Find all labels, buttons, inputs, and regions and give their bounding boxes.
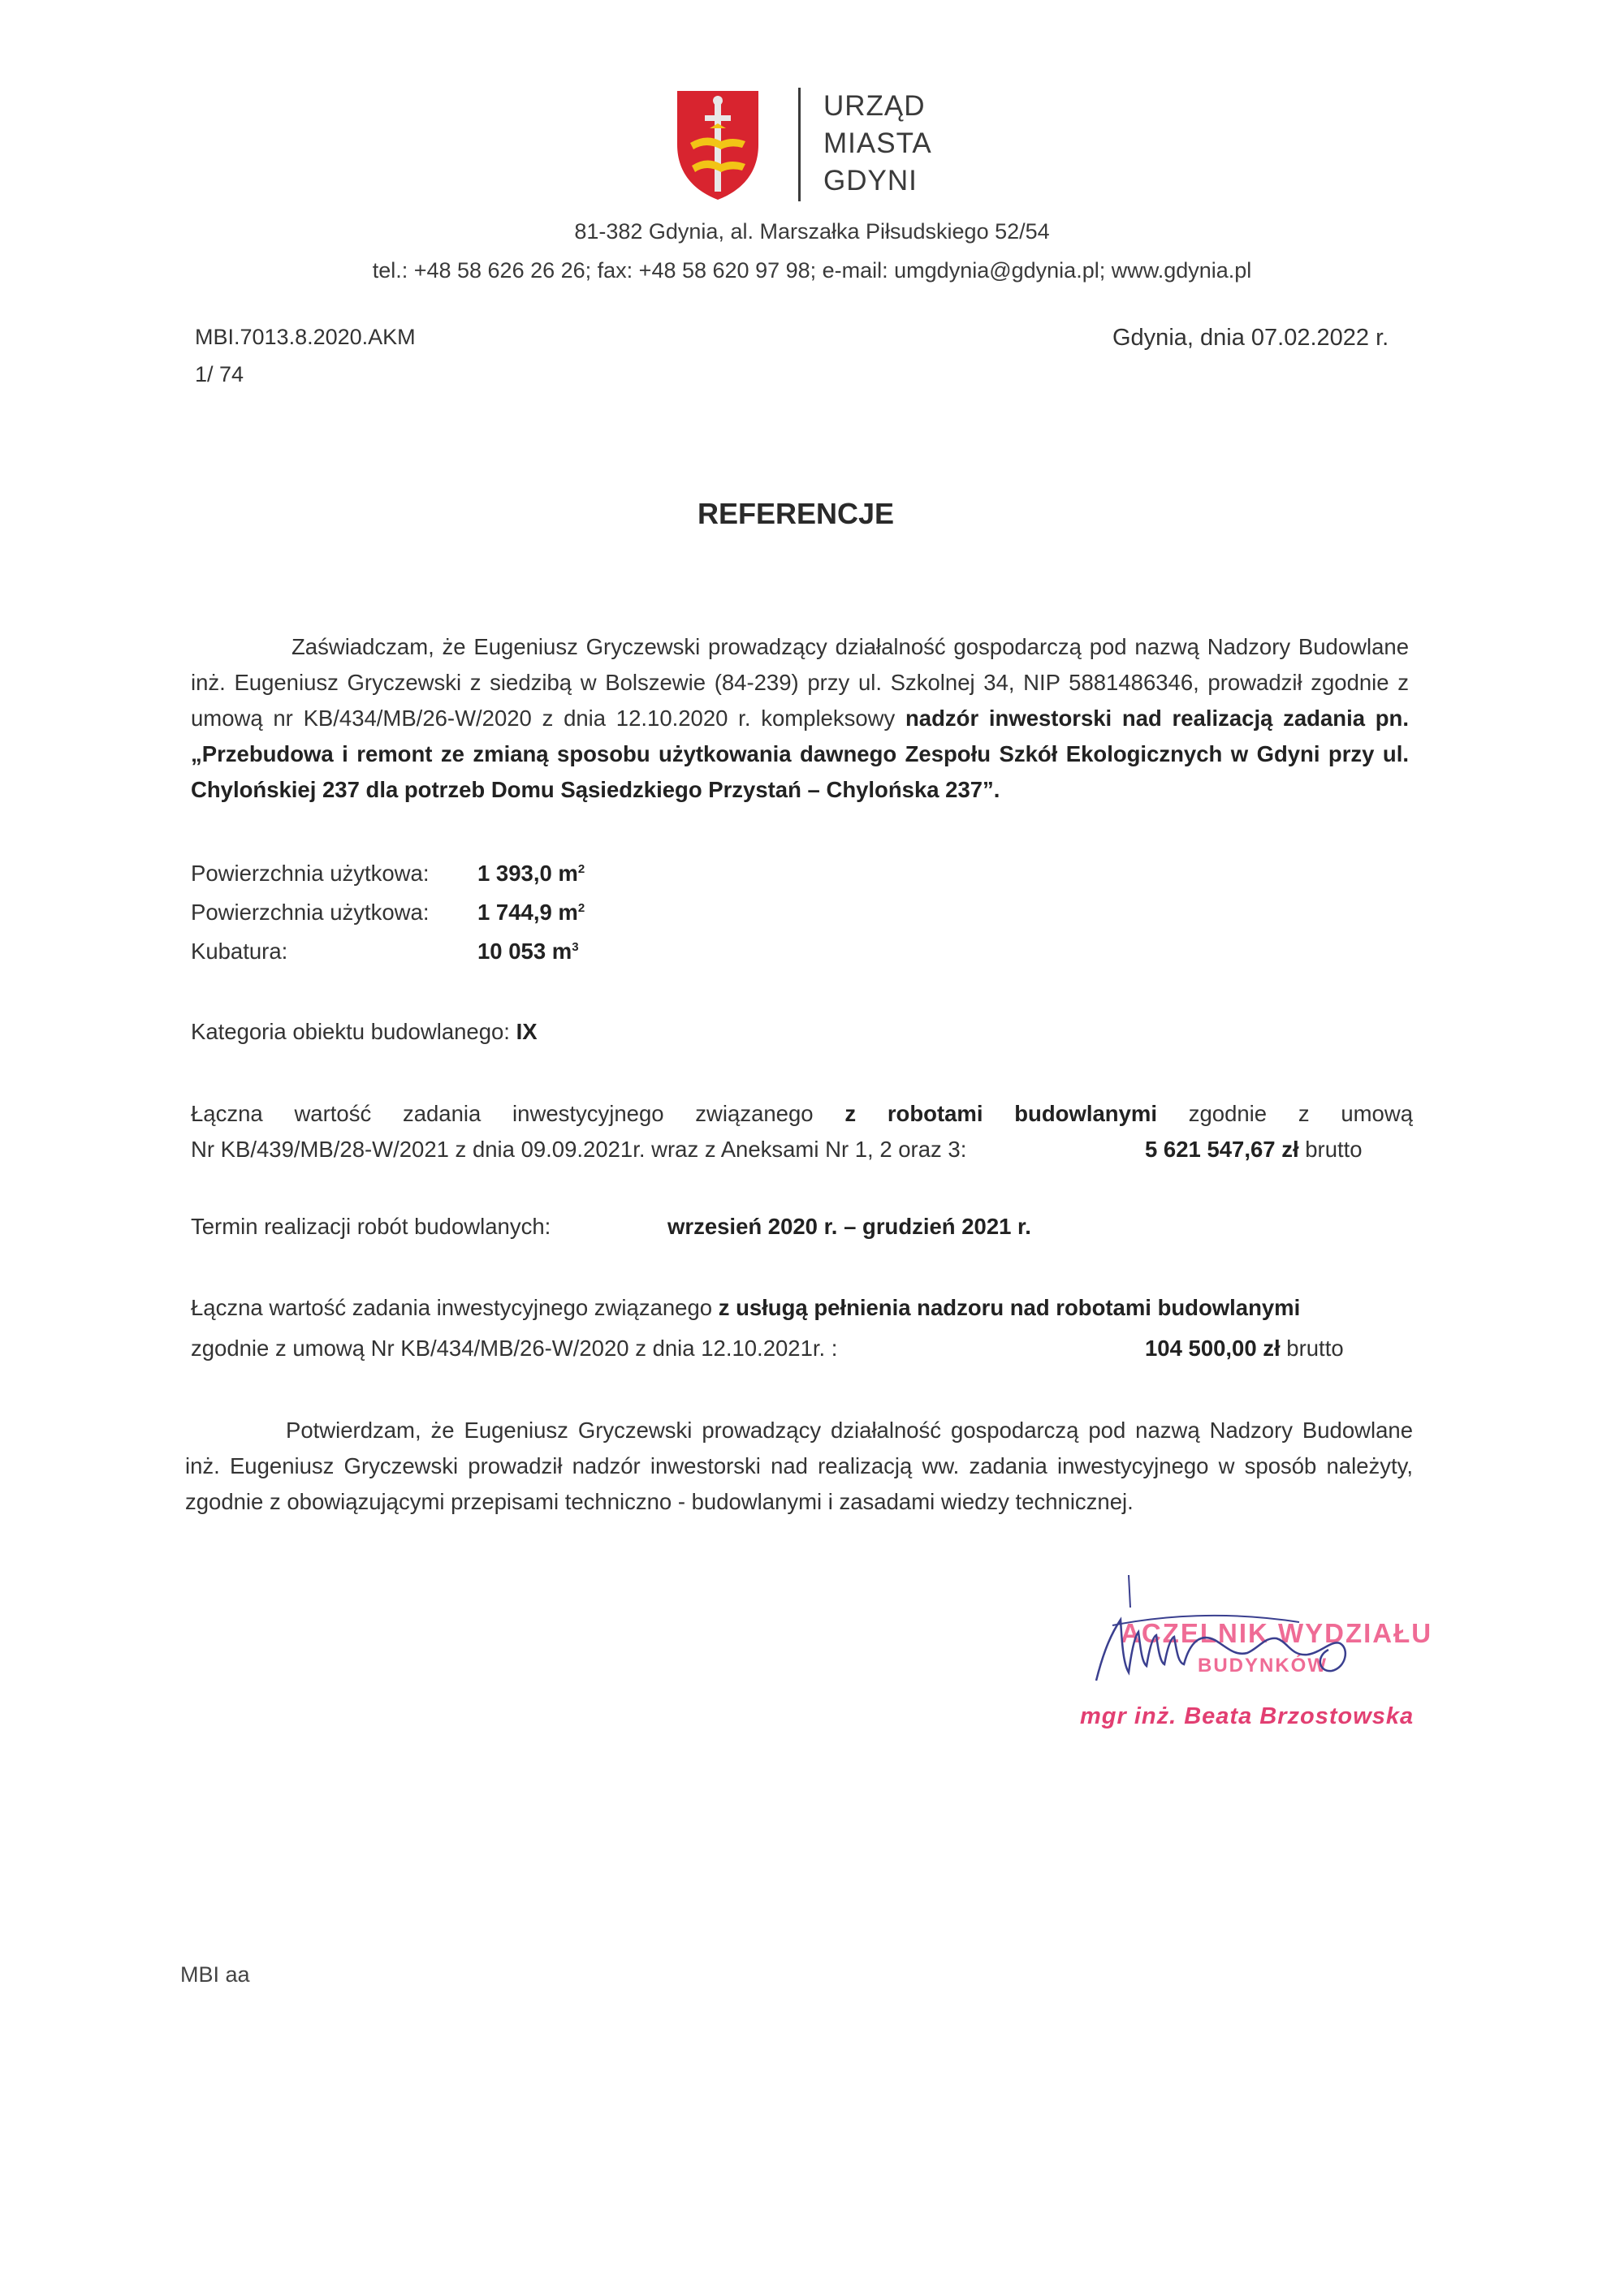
office-line-3: GDYNI xyxy=(823,165,918,196)
works-amount: 5 621 547,67 zł brutto xyxy=(1145,1137,1363,1162)
document-date: Gdynia, dnia 07.02.2022 r. xyxy=(1112,325,1389,351)
footer-initials: MBI aa xyxy=(180,1962,250,1987)
intro-bold-text: nadzór inwestorski nad realizacją zadania pn. „Przebudowa i remont ze zmianą sposobu użytkowania dawnego Zespołu Szkół Ekologicznych w Gdyni przy ul. Chylońskiej 237 dla potrzeb Domu Sąsiedzkiego Przystań – Chylońska 237”. xyxy=(191,706,1409,802)
area-value-2: 1 744,9 $m^2$ xyxy=(477,900,585,925)
office-address: 81-382 Gdynia, al. Marszałka Piłsudskiego 52/54 xyxy=(574,219,1050,244)
header-divider xyxy=(798,88,801,201)
supervision-amount: 104 500,00 zł brutto xyxy=(1145,1336,1344,1361)
volume-label: Kubatura: xyxy=(191,939,288,964)
term-label: Termin realizacji robót budowlanych: xyxy=(191,1214,551,1239)
confirmation-paragraph: Potwierdzam, że Eugeniusz Gryczewski prowadzący działalność gospodarczą pod nazwą Nadzory Budowlane inż. Eugeniusz Gryczewski prowadził nadzór inwestorski nad realizacją ww. zadania inwestycyjnego w sposób należyty, zgodnie z obowiązującymi przepisami techniczno - budowlanymi i zasadami wiedzy technicznej. xyxy=(185,1418,1413,1514)
area-label-2: Powierzchnia użytkowa: xyxy=(191,900,430,925)
signer-name: mgr inż. Beata Brzostowska xyxy=(1080,1703,1415,1729)
area-label-1: Powierzchnia użytkowa: xyxy=(191,861,430,886)
term-value: wrzesień 2020 r. – grudzień 2021 r. xyxy=(667,1214,1031,1239)
category-label: Kategoria obiektu budowlanego: xyxy=(191,1019,516,1044)
category-value: IX xyxy=(516,1019,538,1044)
intro-text: Zaświadczam, że Eugeniusz Gryczewski prowadzący działalność gospodarczą pod nazwą Nadzory Budowlane inż. Eugeniusz Gryczewski z siedzibą w Bolszewie (84-239) przy ul. Szkolnej 34, NIP 5881486346, prowadził zgodnie z umową nr KB/434/MB/26-W/2020 z dnia 12.10.2020 r. kompleksowy xyxy=(191,634,1409,731)
intro-paragraph xyxy=(191,629,1409,808)
office-name xyxy=(823,88,932,200)
reference-page: 1/ 74 xyxy=(195,362,244,386)
office-line-2: MIASTA xyxy=(823,127,932,159)
category-line xyxy=(191,1019,538,1045)
works-line-1: Łączna wartość zadania inwestycyjnego związanego z robotami budowlanymi zgodnie z umową xyxy=(191,1101,1414,1126)
supervision-line-2: zgodnie z umową Nr KB/434/MB/26-W/2020 z dnia 12.10.2021r. : xyxy=(191,1336,838,1361)
stamp-title: ACZELNIK WYDZIAŁU xyxy=(1121,1618,1433,1648)
supervision-line-1: Łączna wartość zadania inwestycyjnego związanego z usługą pełnienia nadzoru nad robotami budowlanymi xyxy=(191,1295,1301,1320)
reference-number: MBI.7013.8.2020.AKM xyxy=(195,325,416,349)
stamp-department: BUDYNKÓW xyxy=(1198,1655,1328,1677)
office-line-1: URZĄD xyxy=(823,90,926,122)
volume-value: 10 053 $m^3$ xyxy=(477,939,579,964)
document-title: REFERENCJE xyxy=(697,497,895,530)
works-line-2: Nr KB/439/MB/28-W/2021 z dnia 09.09.2021r. wraz z Aneksami Nr 1, 2 oraz 3: xyxy=(191,1137,967,1162)
area-value-1: 1 393,0 $m^2$ xyxy=(477,861,585,886)
gdynia-coat-of-arms-icon xyxy=(674,88,762,201)
reference-block xyxy=(195,318,416,393)
office-contact: tel.: +48 58 626 26 26; fax: +48 58 620 97 98; e-mail: umgdynia@gdynia.pl; www.gdynia.pl xyxy=(372,258,1252,283)
